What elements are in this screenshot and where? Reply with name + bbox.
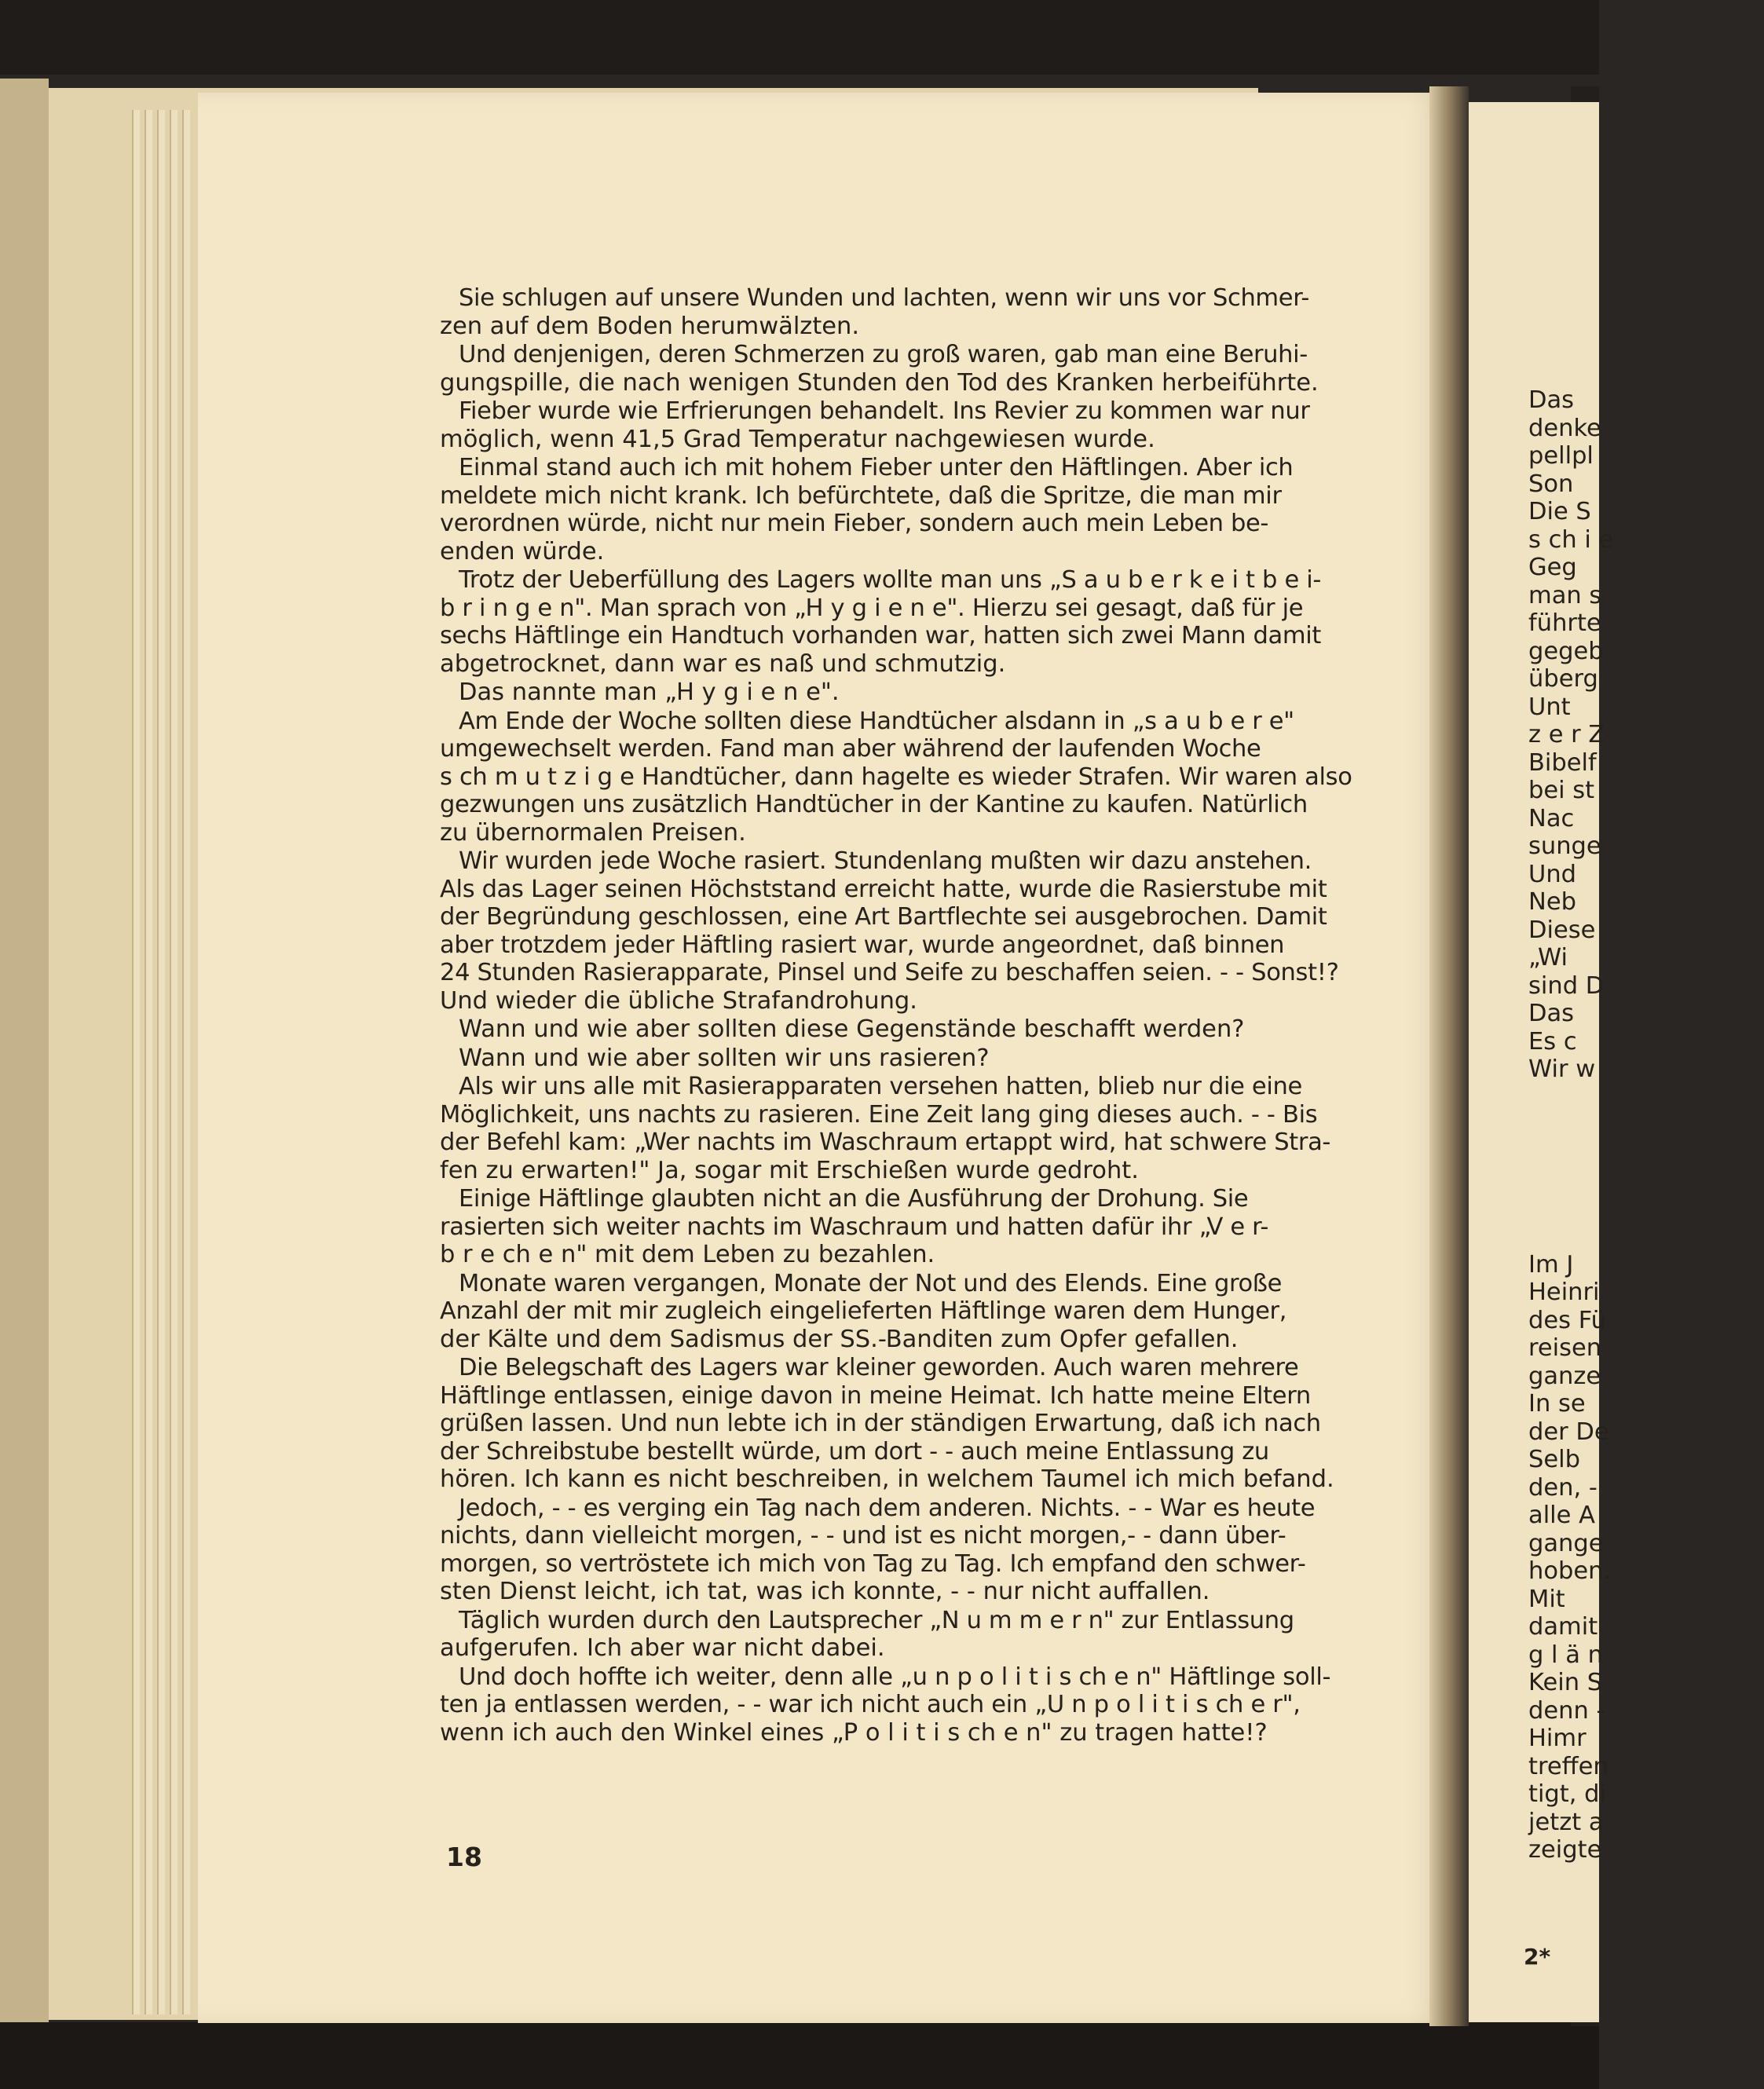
text-line: ten ja entlassen werden, - - war ich nicht auch ein „U n p o l i t i s ch e r", [440, 1691, 1301, 1718]
page-number: 18 [446, 1842, 482, 1872]
cropped-text-line: Son [1528, 470, 1574, 498]
cropped-text-line: überg [1528, 665, 1598, 693]
cropped-text-line: Unt [1528, 693, 1571, 721]
text-line: Das nannte man „H y g i e n e". [459, 679, 840, 706]
cropped-text-line: jetzt a [1528, 1808, 1604, 1836]
cropped-text-line: alle A [1528, 1502, 1595, 1529]
paragraph [440, 1270, 1390, 1354]
paragraph [440, 1663, 1390, 1747]
text-line: abgetrocknet, dann war es naß und schmutzig. [440, 649, 1006, 678]
paragraph [440, 397, 1390, 453]
text-line: aber trotzdem jeder Häftling rasiert war, wurde angeordnet, daß binnen [440, 931, 1285, 959]
cropped-text-line [1528, 1084, 1764, 1112]
text-line: wenn ich auch den Winkel eines „P o l i t i s ch e n" zu tragen hatte!? [440, 1718, 1268, 1747]
text-line: aufgerufen. Ich aber war nicht dabei. [440, 1634, 885, 1662]
cropped-text-line: Selb [1528, 1446, 1580, 1473]
paragraph [440, 1607, 1390, 1663]
cropped-text-line: ganze [1528, 1362, 1601, 1390]
right-page-signature-mark: 2* [1524, 1944, 1551, 1970]
paragraph [440, 454, 1390, 565]
cropped-text-line: sind D [1528, 971, 1605, 1000]
cropped-text-line [1528, 1223, 1764, 1251]
cropped-text-line: den, - [1528, 1473, 1597, 1502]
paragraph [440, 1044, 1390, 1073]
text-line: Wann und wie aber sollten wir uns rasieren? [459, 1044, 990, 1072]
text-line: Die Belegschaft des Lagers war kleiner geworden. Auch waren mehrere [459, 1354, 1299, 1381]
cropped-text-line: g l ä n [1528, 1641, 1603, 1669]
text-line: 24 Stunden Rasierapparate, Pinsel und Seife zu beschaffen seien. - - Sonst!? [440, 959, 1339, 986]
text-line: Fieber wurde wie Erfrierungen behandelt. Ins Revier zu kommen war nur [459, 397, 1310, 425]
cropped-text-line: reisen [1528, 1334, 1602, 1362]
paragraph [440, 284, 1390, 340]
cropped-text-line: gegeb [1528, 637, 1604, 665]
cropped-text-line: Diese [1528, 916, 1596, 944]
text-line: meldete mich nicht krank. Ich befürchtete, daß die Spritze, die man mir [440, 481, 1282, 510]
cropped-text-line: Wir w [1528, 1055, 1596, 1083]
cropped-text-line: s ch i e [1528, 525, 1614, 554]
text-line: umgewechselt werden. Fand man aber während der laufenden Woche [440, 735, 1261, 763]
paragraph [440, 341, 1390, 397]
cropped-text-line: „Wi [1528, 944, 1568, 971]
text-line: der Kälte und dem Sadismus der SS.-Banditen zum Opfer gefallen. [440, 1325, 1239, 1353]
cropped-text-line: In se [1528, 1390, 1586, 1418]
cropped-text-line: der De [1528, 1418, 1609, 1446]
cropped-text-line: Und [1528, 860, 1577, 888]
cropped-text-line: Im J [1528, 1250, 1574, 1279]
cropped-text-line: man s [1528, 581, 1602, 609]
cropped-text-line: Kein S [1528, 1669, 1603, 1696]
text-line: gungspille, die nach wenigen Stunden den Tod des Kranken herbeiführte. [440, 368, 1319, 397]
text-line: s ch m u t z i g e Handtücher, dann hagelte es wieder Strafen. Wir waren also [440, 763, 1352, 791]
text-line: rasierten sich weiter nachts im Waschraum und hatten dafür ihr „V e r- [440, 1213, 1268, 1241]
text-line: Täglich wurden durch den Lautsprecher „N u m m e r n" zur Entlassung [459, 1606, 1294, 1634]
paragraph [440, 1073, 1390, 1184]
sheet-edge [170, 110, 177, 2014]
paragraph [440, 1494, 1390, 1606]
cropped-text-line: Das [1528, 386, 1575, 414]
text-line: der Befehl kam: „Wer nachts im Waschraum ertappt wird, hat schwere Stra- [440, 1129, 1331, 1156]
cropped-text-line: Geg [1528, 554, 1577, 581]
cropped-text-line: des Fü [1528, 1306, 1606, 1334]
text-line: nichts, dann vielleicht morgen, - - und ist es nicht morgen,- - dann über- [440, 1522, 1286, 1549]
cropped-text-line: damit [1528, 1613, 1598, 1641]
text-line: Am Ende der Woche sollten diese Handtücher alsdann in „s a u b e r e" [459, 707, 1294, 735]
cropped-text-line: z e r Z [1528, 721, 1605, 748]
text-line: Möglichkeit, uns nachts zu rasieren. Eine Zeit lang ging dieses auch. - - Bis [440, 1100, 1318, 1129]
right-page-text [1528, 386, 1764, 1864]
paragraph [440, 1354, 1390, 1494]
cropped-text-line: Mit [1528, 1585, 1565, 1613]
text-line: enden würde. [440, 537, 605, 565]
paragraph [440, 1185, 1390, 1269]
text-line: hören. Ich kann es nicht beschreiben, in welchem Taumel ich mich befand. [440, 1465, 1334, 1493]
text-line: Und denjenigen, deren Schmerzen zu groß waren, gab man eine Beruhi- [459, 341, 1308, 368]
scanner-background-top [0, 0, 1599, 75]
text-line: Als wir uns alle mit Rasierapparaten versehen hatten, blieb nur die eine [459, 1073, 1302, 1100]
text-line: verordnen würde, nicht nur mein Fieber, sondern auch mein Leben be- [440, 510, 1268, 537]
text-line: Und doch hoffte ich weiter, denn alle „u n p o l i t i s ch e n" Häftlinge soll- [459, 1663, 1331, 1691]
text-line: gezwungen uns zusätzlich Handtücher in der Kantine zu kaufen. Natürlich [440, 791, 1308, 818]
text-line: grüßen lassen. Und nun lebte ich in der ständigen Erwartung, daß ich nach [440, 1410, 1321, 1437]
paragraph [440, 847, 1390, 1015]
text-line: Jedoch, - - es verging ein Tag nach dem anderen. Nichts. - - War es heute [459, 1494, 1316, 1522]
cropped-text-line: Es c [1528, 1027, 1577, 1055]
cropped-text-line [1528, 1140, 1764, 1168]
text-line: Sie schlugen auf unsere Wunden und lachten, wenn wir uns vor Schmer- [459, 284, 1310, 312]
scanner-background-bottom [0, 2022, 1599, 2089]
right-page [1469, 102, 1614, 2022]
text-line: Wir wurden jede Woche rasiert. Stundenlang mußten wir dazu anstehen. [459, 847, 1312, 875]
cropped-text-line: treffen [1528, 1752, 1608, 1780]
text-line: b r i n g e n". Man sprach von „H y g i e n e". Hierzu sei gesagt, daß für je [440, 594, 1304, 622]
text-line: zu übernormalen Preisen. [440, 818, 746, 847]
paragraph [440, 566, 1390, 678]
cropped-text-line [1528, 1167, 1764, 1195]
text-line: der Schreibstube bestellt würde, um dort - - auch meine Entlassung zu [440, 1437, 1269, 1465]
cropped-text-line: denke [1528, 414, 1601, 442]
paragraph [440, 1015, 1390, 1044]
text-line: Trotz der Ueberfüllung des Lagers wollte man uns „S a u b e r k e i t b e i- [459, 566, 1322, 594]
text-line: Anzahl der mit mir zugleich eingelieferten Häftlinge waren dem Hunger, [440, 1297, 1287, 1325]
text-line: zen auf dem Boden herumwälzten. [440, 312, 860, 340]
cropped-text-line [1528, 1111, 1764, 1140]
cropped-text-line: pellpl [1528, 442, 1594, 470]
cropped-text-line: Himr [1528, 1725, 1587, 1752]
text-line: Und wieder die übliche Strafandrohung. [440, 986, 917, 1015]
cropped-text-line: hoben. [1528, 1557, 1612, 1585]
text-line: morgen, so vertröstete ich mich von Tag zu Tag. Ich empfand den schwer- [440, 1549, 1306, 1578]
text-line: der Begründung geschlossen, eine Art Bartflechte sei ausgebrochen. Damit [440, 903, 1327, 931]
cropped-text-line: denn - [1528, 1696, 1605, 1725]
left-page-text [440, 284, 1390, 1747]
cropped-text-line: gange [1528, 1529, 1604, 1557]
cropped-text-line: sunge [1528, 832, 1601, 860]
text-line: Wann und wie aber sollten diese Gegenstände beschafft werden? [459, 1015, 1245, 1043]
cropped-text-line: führte [1528, 609, 1601, 637]
cropped-text-line: Bibelf [1528, 748, 1597, 777]
text-line: fen zu erwarten!" Ja, sogar mit Erschießen wurde gedroht. [440, 1156, 1139, 1184]
text-line: Monate waren vergangen, Monate der Not und des Elends. Eine große [459, 1269, 1282, 1297]
cropped-text-line: zeigte [1528, 1836, 1602, 1864]
cropped-text-line: Nac [1528, 804, 1575, 832]
cropped-text-line: tigt, di [1528, 1780, 1606, 1808]
cropped-text-line: bei st [1528, 777, 1595, 804]
text-line: Als das Lager seinen Höchststand erreicht hatte, wurde die Rasierstube mit [440, 875, 1327, 903]
sheet-edge [145, 110, 152, 2014]
text-line: sten Dienst leicht, ich tat, was ich konnte, - - nur nicht auffallen. [440, 1578, 1210, 1605]
cropped-text-line: Das [1528, 1000, 1575, 1027]
sheet-edge [132, 110, 140, 2014]
cropped-text-line: Neb [1528, 888, 1576, 916]
book-cover-edge [0, 79, 49, 2022]
text-line: möglich, wenn 41,5 Grad Temperatur nachgewiesen wurde. [440, 425, 1155, 453]
sheet-edge [157, 110, 165, 2014]
text-line: Einige Häftlinge glaubten nicht an die Ausführung der Drohung. Sie [459, 1185, 1249, 1213]
sheet-edge [182, 110, 190, 2014]
paragraph [440, 679, 1390, 707]
text-line: sechs Häftlinge ein Handtuch vorhanden war, hatten sich zwei Mann damit [440, 622, 1321, 649]
text-line: b r e ch e n" mit dem Leben zu bezahlen. [440, 1241, 935, 1268]
paragraph [440, 708, 1390, 847]
cropped-text-line: Heinri [1528, 1279, 1600, 1306]
book-gutter [1429, 86, 1469, 2026]
cropped-text-line [1528, 1195, 1764, 1224]
cropped-text-line: Die S [1528, 498, 1591, 525]
text-line: Einmal stand auch ich mit hohem Fieber unter den Häftlingen. Aber ich [459, 454, 1294, 481]
text-line: Häftlinge entlassen, einige davon in meine Heimat. Ich hatte meine Eltern [440, 1381, 1311, 1410]
